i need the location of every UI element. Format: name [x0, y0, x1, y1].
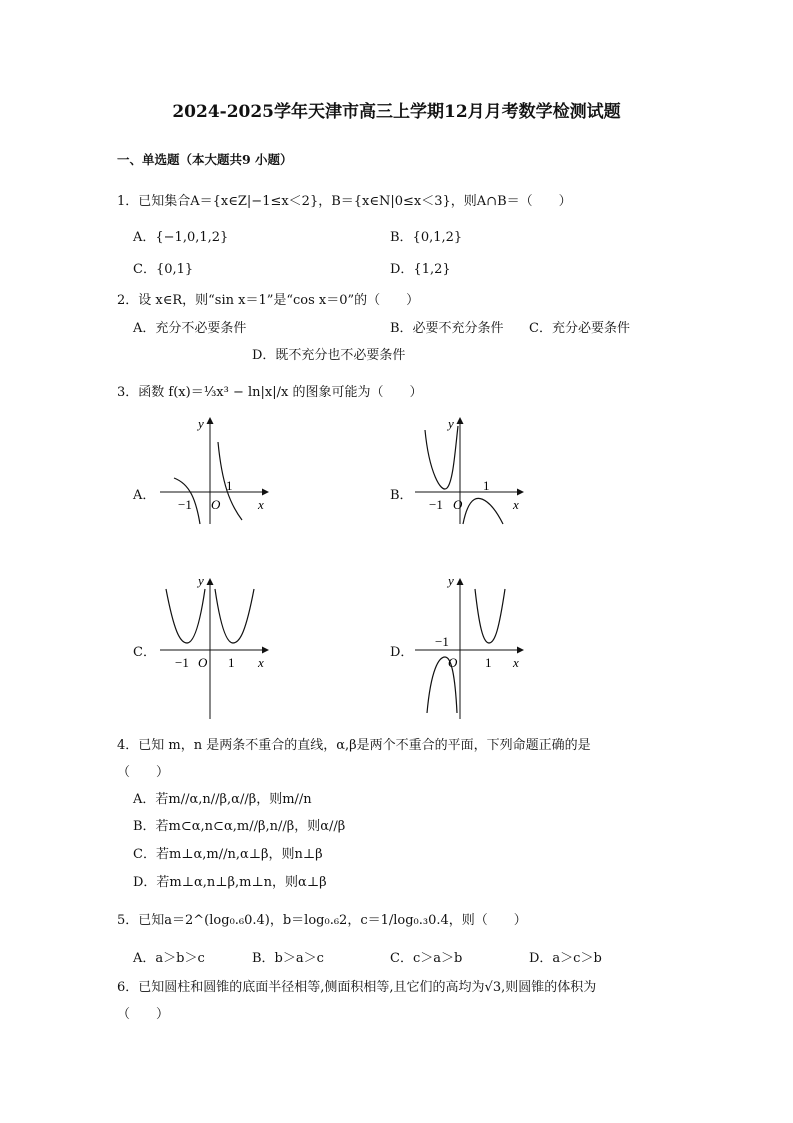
q1-stem: 1．已知集合A＝{x∈Z|−1≤x＜2}，B＝{x∈N|0≤x＜3}，则A∩B＝（ ）	[117, 194, 572, 209]
curve-left	[425, 426, 458, 489]
q3-option-a-label: A．	[133, 488, 156, 503]
tick-one: 1	[228, 655, 235, 670]
q6-stem: 6．已知圆柱和圆锥的底面半径相等,侧面积相等,且它们的高均为√3,则圆锥的体积为	[117, 980, 597, 995]
graph-d	[415, 573, 530, 723]
tick-neg-one: −1	[429, 497, 443, 512]
x-label: x	[513, 497, 519, 512]
q2-option-b: B．必要不充分条件	[390, 321, 504, 336]
graph-a	[160, 412, 275, 532]
q1-option-b: B．{0,1,2}	[390, 230, 463, 245]
section-heading: 一、单选题（本大题共9 小题）	[117, 152, 293, 167]
q5-option-b: B．b＞a＞c	[252, 951, 324, 966]
q4-option-b: B．若m⊂α,n⊂α,m//β,n//β，则α//β	[133, 819, 346, 834]
tick-neg-one: −1	[175, 655, 189, 670]
q4-option-a: A．若m//α,n//β,α//β，则m//n	[133, 792, 312, 807]
tick-neg-one: −1	[178, 497, 192, 512]
x-label: x	[258, 497, 264, 512]
graph-c	[160, 573, 275, 723]
curve-right	[463, 498, 503, 524]
q5-stem: 5．已知a＝2^(log₀.₆0.4)，b＝log₀.₆2，c＝1/log₀.₃0.4，则（ ）	[117, 913, 527, 928]
q1-option-d: D．{1,2}	[390, 262, 451, 277]
curve-left	[166, 589, 205, 643]
q4-paren: （ ）	[117, 765, 170, 780]
q3-stem: 3．函数 f(x)＝⅓x³ − ln|x|/x 的图象可能为（ ）	[117, 385, 423, 400]
q4-stem: 4．已知 m，n 是两条不重合的直线，α,β是两个不重合的平面，下列命题正确的是	[117, 738, 591, 753]
q1-option-c: C．{0,1}	[133, 262, 194, 277]
q5-option-d: D．a＞c＞b	[529, 951, 602, 966]
y-label: y	[198, 573, 204, 588]
q2-option-a: A．充分不必要条件	[133, 321, 247, 336]
tick-neg-one: −1	[435, 634, 449, 649]
origin-label: O	[211, 497, 221, 512]
origin-label: O	[453, 497, 463, 512]
y-label: y	[448, 573, 454, 588]
q5-option-c: C．c＞a＞b	[390, 951, 463, 966]
q4-option-c: C．若m⊥α,m//n,α⊥β，则n⊥β	[133, 847, 323, 862]
q2-option-d: D．既不充分也不必要条件	[252, 348, 406, 363]
q2-stem: 2．设 x∈R，则“sin x＝1”是“cos x＝0”的（ ）	[117, 293, 420, 308]
graph-b	[415, 412, 530, 532]
origin-label: O	[198, 655, 208, 670]
q4-option-d: D．若m⊥α,n⊥β,m⊥n，则α⊥β	[133, 875, 327, 890]
q3-option-d-label: D．	[390, 645, 414, 660]
x-label: x	[513, 655, 519, 670]
y-label: y	[448, 416, 454, 431]
q1-option-a: A．{−1,0,1,2}	[133, 230, 229, 245]
tick-one: 1	[226, 478, 233, 493]
y-label: y	[198, 416, 204, 431]
curve-right	[475, 589, 505, 643]
curve-right	[215, 589, 254, 643]
origin-label: O	[448, 655, 458, 670]
q5-option-a: A．a＞b＞c	[133, 951, 205, 966]
page-title: 2024-2025学年天津市高三上学期12月月考数学检测试题	[172, 102, 621, 122]
tick-one: 1	[485, 655, 492, 670]
q3-option-b-label: B．	[390, 488, 413, 503]
x-label: x	[258, 655, 264, 670]
tick-one: 1	[483, 478, 490, 493]
q6-paren: （ ）	[117, 1007, 170, 1022]
q2-option-c: C．充分必要条件	[529, 321, 630, 336]
q3-option-c-label: C．	[133, 645, 156, 660]
